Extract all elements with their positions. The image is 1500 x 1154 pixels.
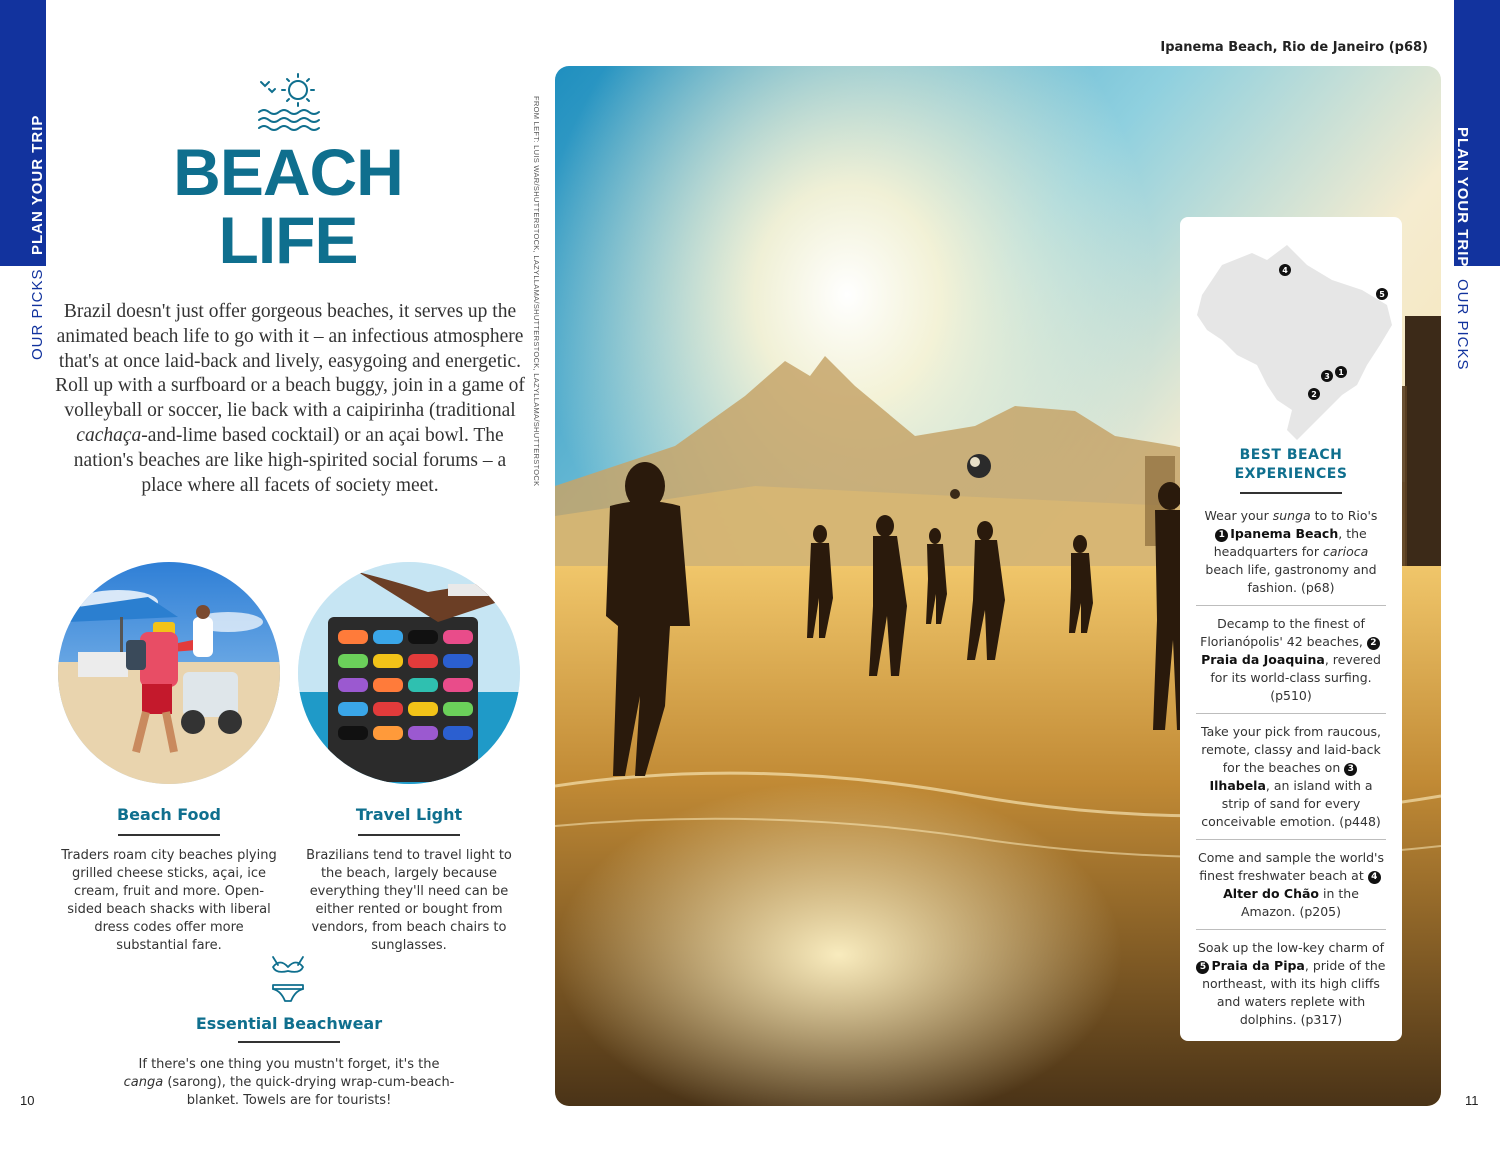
beachwear-heading: Essential Beachwear — [195, 1014, 383, 1033]
experience-divider — [1196, 929, 1386, 930]
experience-divider — [1196, 605, 1386, 606]
map-marker-3: 3 — [1324, 372, 1330, 381]
marker-badge-1: 1 — [1215, 529, 1228, 542]
panel-title-line-2: EXPERIENCES — [1234, 466, 1348, 482]
exp4-text-b: in the Amazon. (p205) — [1240, 886, 1359, 919]
experience-item-4 — [1196, 849, 1386, 921]
exp3-text-b: , an island with a strip of sand for every conceivable emotion. (p448) — [1201, 778, 1381, 829]
map-marker-2: 2 — [1311, 390, 1317, 399]
marker-badge-5: 5 — [1196, 961, 1209, 974]
exp1-place-name: Ipanema Beach — [1230, 526, 1339, 541]
title-line-2: LIFE — [218, 203, 358, 277]
beach-food-photo — [58, 562, 280, 784]
exp5-text-b: , pride of the northeast, with its high cliffs and waters replete with dolphins. (p317) — [1202, 958, 1386, 1027]
exp4-text-a: Come and sample the world's finest freshwater beach at — [1198, 850, 1384, 883]
experience-divider — [1196, 839, 1386, 840]
panel-title-line-1: BEST BEACH — [1239, 447, 1343, 463]
left-tab-section-label: PLAN YOUR TRIP — [29, 114, 46, 255]
marker-badge-3: 3 — [1344, 763, 1357, 776]
right-tab-subsection-label: OUR PICKS — [1454, 279, 1471, 371]
exp1-italic-b: carioca — [1322, 544, 1369, 559]
exp1-text-b: to to Rio's — [1310, 508, 1378, 523]
exp3-text-a: Take your pick from raucous, remote, classy and laid-back for the beaches on — [1201, 724, 1381, 775]
sun-wave-icon — [255, 70, 321, 134]
exp5-place-name: Praia da Pipa — [1211, 958, 1305, 973]
experience-item-2 — [1196, 615, 1386, 705]
beachwear-text-1: If there's one thing you mustn't forget, it's the — [138, 1057, 440, 1072]
exp1-text-a: Wear your — [1204, 508, 1273, 523]
travel-light-heading: Travel Light — [355, 805, 463, 824]
map-marker-4: 4 — [1282, 266, 1288, 275]
marker-badge-2: 2 — [1367, 637, 1380, 650]
experience-item-1 — [1196, 507, 1386, 597]
exp2-text-b: , revered for its world-class surfing. (p510) — [1210, 652, 1381, 703]
exp1-italic-a: sunga — [1272, 508, 1311, 523]
travel-light-text: Brazilians tend to travel light to the beach, largely because everything they'll need can be either rented or bought from vendors, from beach chairs to sunglasses. — [306, 848, 512, 953]
beachwear-text-2: (sarong), the quick-drying wrap-cum-beach-blanket. Towels are for tourists! — [163, 1075, 455, 1108]
title-line-1: BEACH — [173, 135, 403, 209]
travel-light-rule — [358, 834, 460, 836]
intro-italic: cachaça — [76, 424, 142, 446]
experience-item-3 — [1196, 723, 1386, 831]
page-number-left: 10 — [20, 1093, 35, 1108]
map-marker-5: 5 — [1379, 290, 1385, 299]
intro-paragraph — [52, 300, 528, 498]
marker-badge-4: 4 — [1368, 871, 1381, 884]
beach-food-text: Traders roam city beaches plying grilled cheese sticks, açai, ice cream, fruit and more. Open-sided beach shacks with liberal dress codes offer more substantial fare. — [61, 848, 277, 953]
photo-credit: FROM LEFT: LUIS WAR/SHUTTERSTOCK, LAZYLLAMA/SHUTTERSTOCK, LAZYLLAMA/SHUTTERSTOCK — [532, 96, 541, 487]
exp4-place-name: Alter do Chão — [1223, 886, 1320, 901]
exp1-text-d: beach life, gastronomy and fashion. (p68) — [1205, 562, 1377, 595]
panel-title — [1180, 446, 1402, 484]
bikini-icon — [270, 955, 306, 1005]
exp5-text-a: Soak up the low-key charm of — [1197, 940, 1385, 955]
brazil-map — [1192, 235, 1392, 440]
beachwear-italic: canga — [123, 1075, 164, 1090]
exp2-place-name: Praia da Joaquina — [1201, 652, 1325, 667]
beach-food-heading: Beach Food — [116, 805, 221, 824]
intro-text-1: Brazil doesn't just offer gorgeous beaches, it serves up the animated beach life to go with it – an infectious atmosphere that's at once laid-back and lively, easygoing and energetic. Roll up with a surfboard or a beach buggy, join in a game of volleyball or soccer, lie back with a caipirinha (traditional — [55, 301, 525, 422]
map-marker-1: 1 — [1338, 368, 1344, 377]
experience-divider — [1196, 713, 1386, 714]
sunglasses-photo — [298, 562, 520, 784]
exp1-text-c: , the headquarters for — [1213, 526, 1367, 559]
beachwear-text — [120, 1056, 458, 1110]
exp2-text-a: Decamp to the finest of Florianópolis' 42 beaches, — [1200, 616, 1367, 649]
experience-item-5 — [1196, 939, 1386, 1029]
left-tab-subsection-label: OUR PICKS — [29, 268, 46, 360]
page-title — [118, 135, 458, 277]
photo-caption: Ipanema Beach, Rio de Janeiro (p68) — [1160, 40, 1428, 55]
beach-food-rule — [118, 834, 220, 836]
best-beach-experiences-panel — [1180, 217, 1402, 1041]
panel-title-rule — [1240, 492, 1342, 494]
page-number-right: 11 — [1465, 1093, 1479, 1108]
exp3-place-name: Ilhabela — [1209, 778, 1266, 793]
beachwear-rule — [238, 1041, 340, 1043]
right-tab-section-label: PLAN YOUR TRIP — [1454, 127, 1471, 268]
intro-text-2: -and-lime based cocktail) or an açai bowl. The nation's beaches are like high-spirited social forums – a place where all facets of society meet. — [73, 424, 507, 496]
